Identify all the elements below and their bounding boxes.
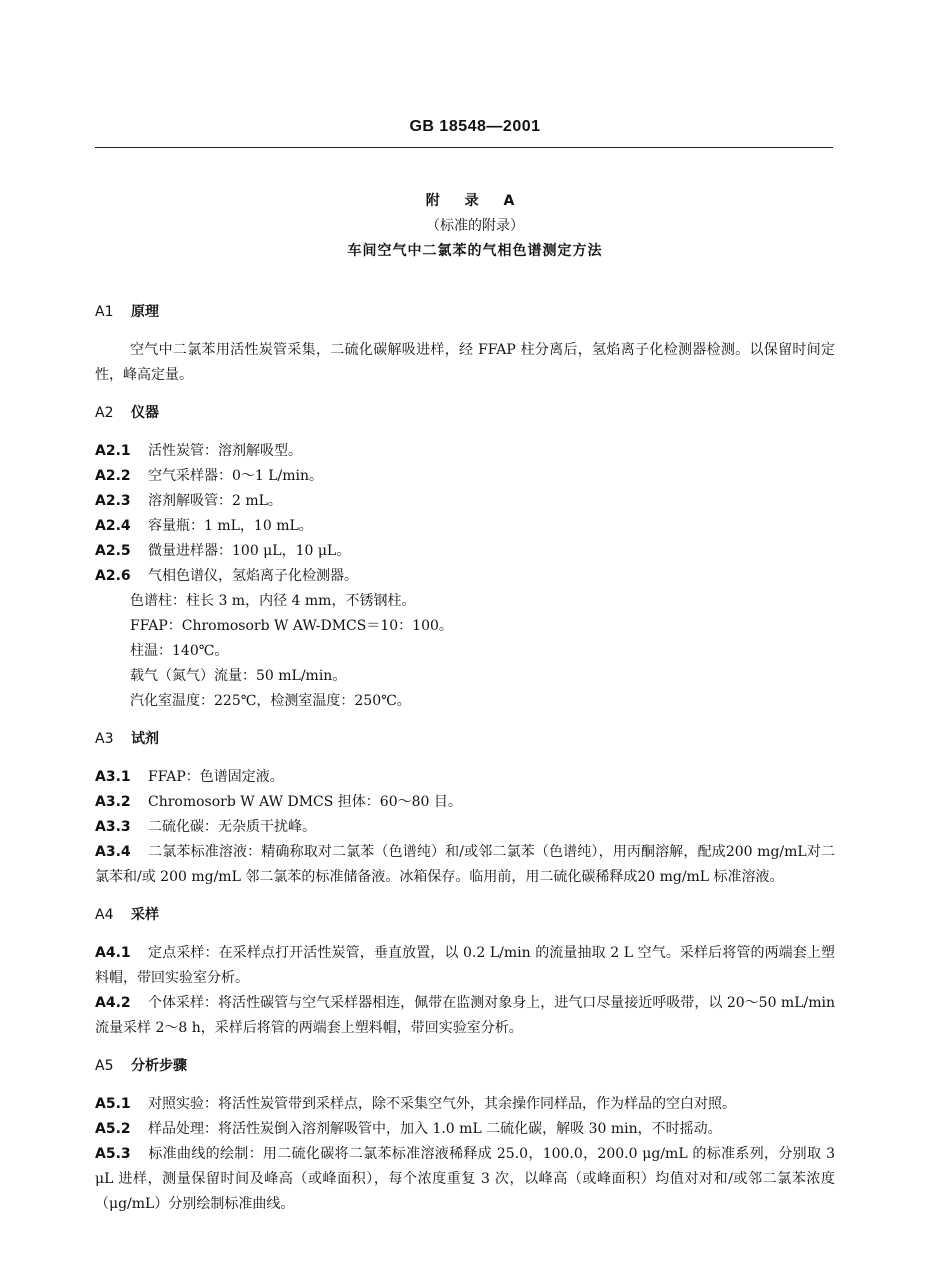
section-heading-a4: A4 采样 [95, 907, 159, 923]
clause-a2-1: A2.1 活性炭管：溶剂解吸型。 [95, 443, 302, 459]
clause-a2-4: A2.4 容量瓶：1 mL，10 mL。 [95, 518, 313, 534]
clause-a3-2: A3.2 Chromosorb W AW DMCS 担体：60～80 目。 [95, 794, 462, 810]
standard-code: GB 18548—2001 [409, 118, 541, 135]
clause-a2-5: A2.5 微量进样器：100 μL，10 μL。 [95, 543, 351, 559]
clause-a5-3: A5.3 标准曲线的绘制：用二硫化碳将二氯苯标准溶液稀释成 25.0，100.0，200.0 μg/mL 的标准系列，分别取 3 μL 进样，测量保留时间及峰高（或峰面积），每个浓度重复 3 次，以峰高（或峰面积）均值对对和/或邻二氯苯浓度（μg/mL）分别绘制标准曲线。 [95, 1146, 835, 1212]
gc-condition-packing: FFAP：Chromosorb W AW-DMCS＝10：100。 [130, 618, 453, 634]
clause-a2-3: A2.3 溶剂解吸管：2 mL。 [95, 493, 282, 509]
gc-condition-temperatures: 汽化室温度：225℃，检测室温度：250℃。 [130, 693, 411, 709]
document-body [95, 300, 835, 1217]
section-heading-a2: A2 仪器 [95, 405, 159, 421]
clause-a2-2: A2.2 空气采样器：0～1 L/min。 [95, 468, 324, 484]
gc-condition-column-temp: 柱温：140℃。 [130, 643, 229, 659]
clause-a4-2: A4.2 个体采样：将活性碳管与空气采样器相连，佩带在监测对象身上，进气口尽量接近呼吸带，以 20～50 mL/min 流量采样 2～8 h，采样后将管的两端套上塑料帽，带回实验室分析。 [95, 995, 835, 1036]
appendix-label: 附 录 A [425, 193, 525, 209]
clause-a5-1: A5.1 对照实验：将活性炭管带到采样点，除不采集空气外，其余操作同样品，作为样品的空白对照。 [95, 1096, 736, 1112]
appendix-type: （标准的附录） [426, 218, 524, 234]
gc-condition-carrier-gas: 载气（氮气）流量：50 mL/min。 [130, 668, 347, 684]
section-heading-a3: A3 试剂 [95, 731, 159, 747]
clause-a5-2: A5.2 样品处理：将活性炭倒入溶剂解吸管中，加入 1.0 mL 二硫化碳，解吸 30 min，不时摇动。 [95, 1121, 722, 1137]
appendix-title: 车间空气中二氯苯的气相色谱测定方法 [347, 243, 603, 259]
header-rule [95, 147, 833, 148]
clause-a3-4: A3.4 二氯苯标准溶液：精确称取对二氯苯（色谱纯）和/或邻二氯苯（色谱纯），用丙酮溶解，配成200 mg/mL对二氯苯和/或 200 mg/mL 邻二氯苯的标准储备液。冰箱保存。临用前，用二硫化碳稀释成20 mg/mL 标准溶液。 [95, 844, 835, 885]
section-heading-a5: A5 分析步骤 [95, 1058, 187, 1074]
clause-a3-3: A3.3 二硫化碳：无杂质干扰峰。 [95, 819, 316, 835]
section-text-a1: 空气中二氯苯用活性炭管采集，二硫化碳解吸进样，经 FFAP 柱分离后，氢焰离子化检测器检测。以保留时间定性，峰高定量。 [95, 342, 835, 383]
clause-a2-6: A2.6 气相色谱仪，氢焰离子化检测器。 [95, 568, 358, 584]
clause-a4-1: A4.1 定点采样：在采样点打开活性炭管，垂直放置，以 0.2 L/min 的流量抽取 2 L 空气。采样后将管的两端套上塑料帽，带回实验室分析。 [95, 945, 835, 986]
clause-a3-1: A3.1 FFAP：色谱固定液。 [95, 769, 284, 785]
gc-condition-column: 色谱柱：柱长 3 m，内径 4 mm，不锈钢柱。 [130, 593, 416, 609]
section-heading-a1: A1 原理 [95, 304, 159, 320]
